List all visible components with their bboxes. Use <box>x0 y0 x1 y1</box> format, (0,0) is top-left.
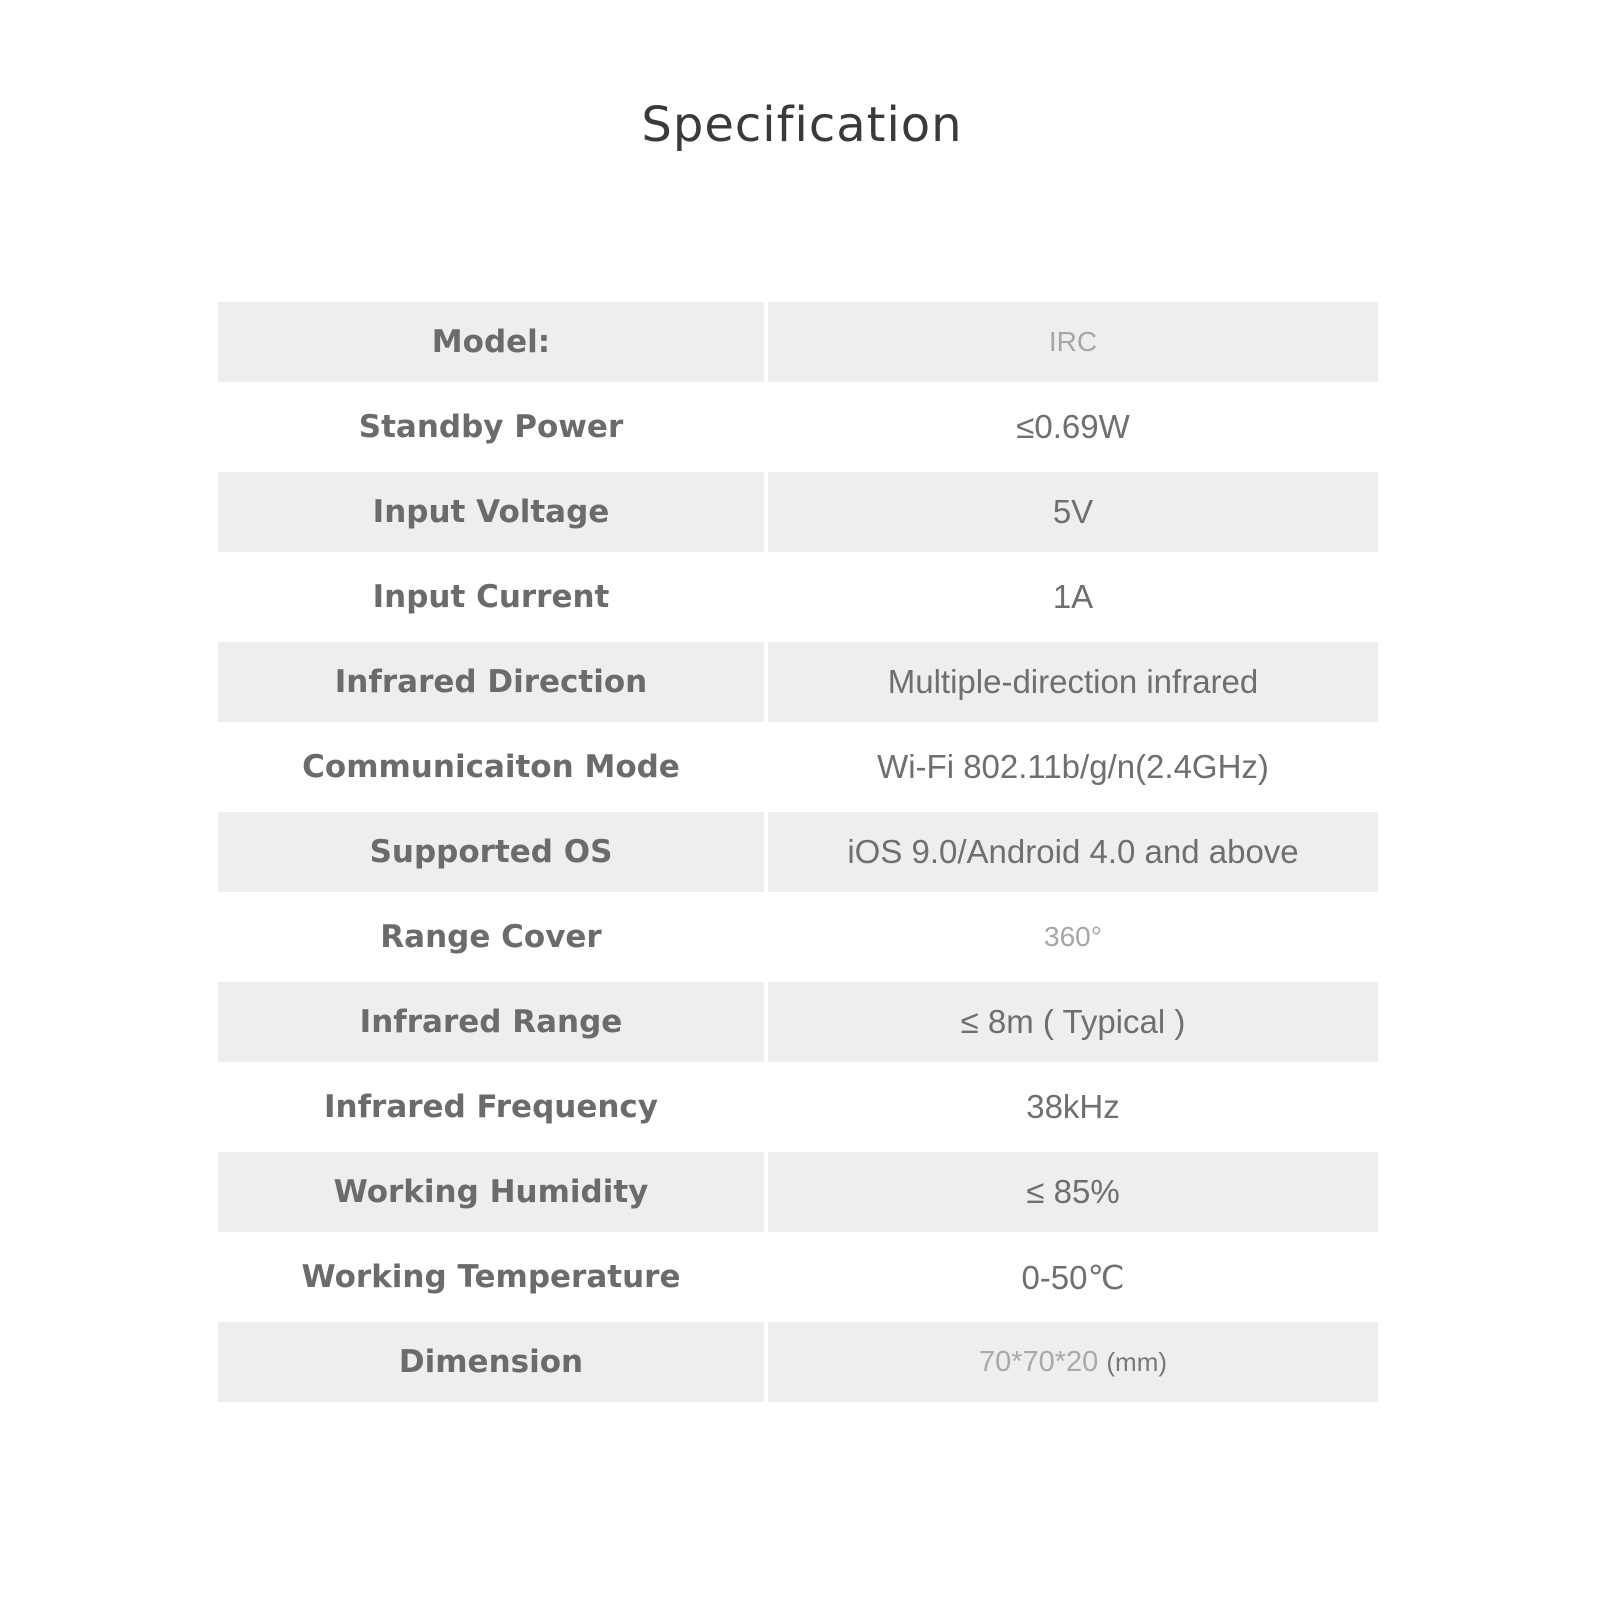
spec-label: Working Humidity <box>218 1152 768 1237</box>
specification-table <box>218 302 1378 1402</box>
spec-row-working-humidity <box>218 1152 1378 1237</box>
spec-label: Communicaiton Mode <box>218 727 768 812</box>
spec-label: Supported OS <box>218 812 768 897</box>
spec-row-communication-mode <box>218 727 1378 812</box>
spec-value: IRC <box>768 302 1378 387</box>
spec-row-standby-power <box>218 387 1378 472</box>
spec-value: 38kHz <box>768 1067 1378 1152</box>
spec-label: Input Voltage <box>218 472 768 557</box>
spec-value: 1A <box>768 557 1378 642</box>
spec-row-input-voltage <box>218 472 1378 557</box>
spec-value <box>768 1322 1378 1402</box>
spec-label: Infrared Frequency <box>218 1067 768 1152</box>
spec-label: Dimension <box>218 1322 768 1402</box>
spec-row-infrared-direction <box>218 642 1378 727</box>
spec-label: Range Cover <box>218 897 768 982</box>
spec-value: 5V <box>768 472 1378 557</box>
spec-label: Input Current <box>218 557 768 642</box>
dimension-unit: (mm) <box>1106 1346 1168 1377</box>
spec-value: ≤ 8m ( Typical ) <box>768 982 1378 1067</box>
spec-label: Infrared Direction <box>218 642 768 727</box>
spec-value: ≤ 85% <box>768 1152 1378 1237</box>
spec-row-infrared-frequency <box>218 1067 1378 1152</box>
spec-value: 360° <box>768 897 1378 982</box>
spec-row-supported-os <box>218 812 1378 897</box>
spec-value: Multiple-direction infrared <box>768 642 1378 727</box>
dimension-value: 70*70*20 <box>978 1345 1099 1378</box>
spec-value: 0-50℃ <box>768 1237 1378 1322</box>
spec-row-infrared-range <box>218 982 1378 1067</box>
spec-row-range-cover <box>218 897 1378 982</box>
page-title: Specification <box>641 97 963 153</box>
spec-label: Infrared Range <box>218 982 768 1067</box>
spec-value: ≤0.69W <box>768 387 1378 472</box>
spec-row-working-temperature <box>218 1237 1378 1322</box>
spec-value: iOS 9.0/Android 4.0 and above <box>768 812 1378 897</box>
spec-label: Working Temperature <box>218 1237 768 1322</box>
spec-label: Model: <box>218 302 768 387</box>
spec-row-dimension <box>218 1322 1378 1402</box>
spec-row-input-current <box>218 557 1378 642</box>
spec-row-model <box>218 302 1378 387</box>
spec-value: Wi-Fi 802.11b/g/n(2.4GHz) <box>768 727 1378 812</box>
spec-label: Standby Power <box>218 387 768 472</box>
